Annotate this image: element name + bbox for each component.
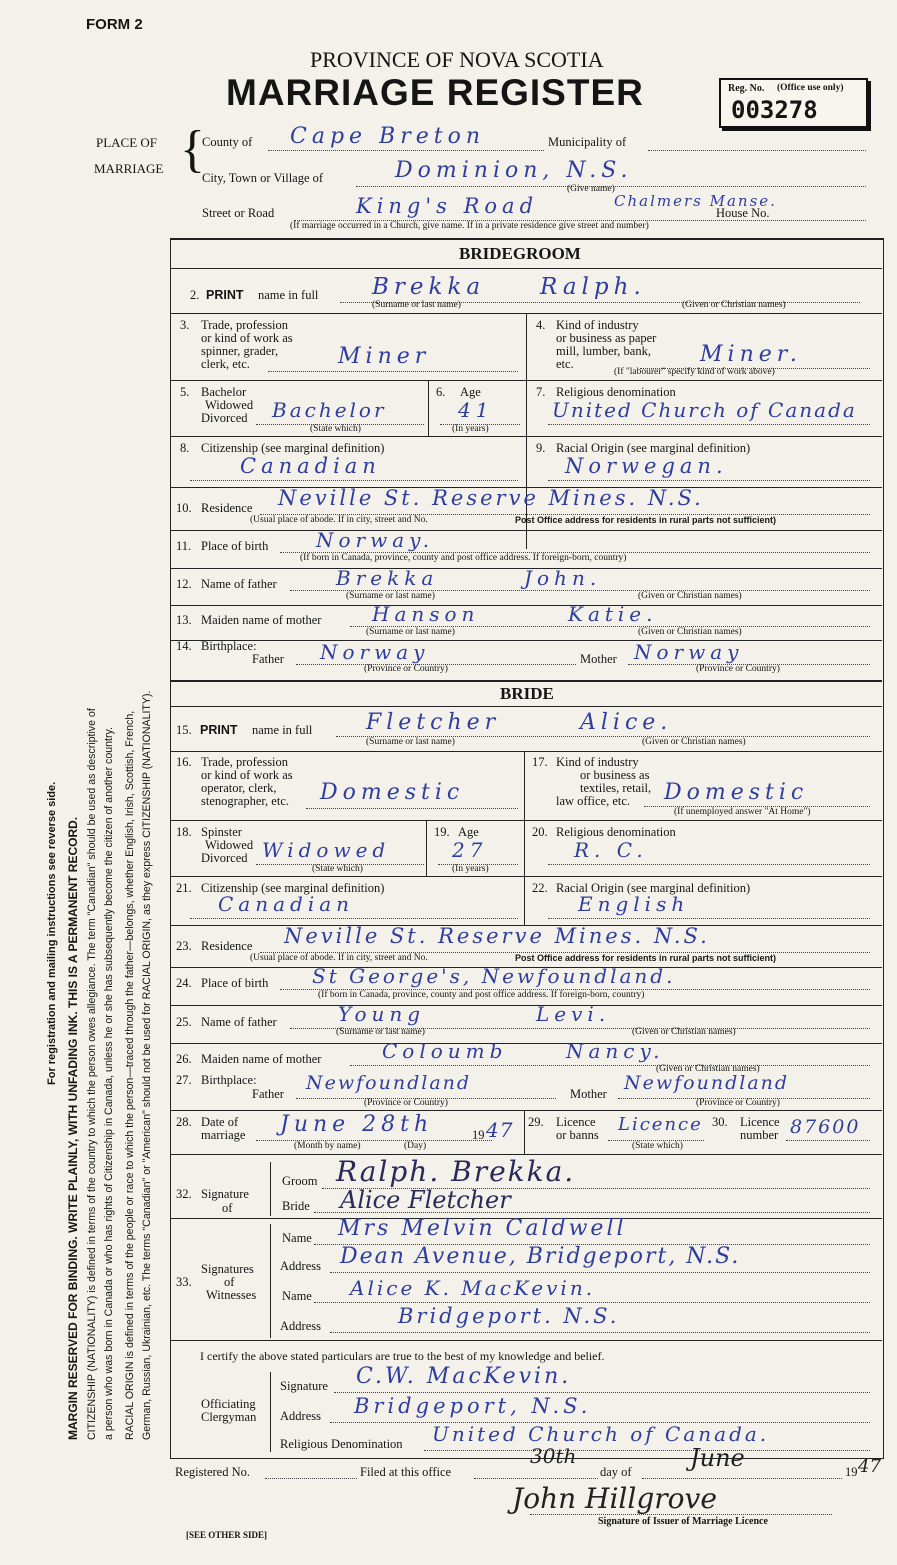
given-caption: (Given or Christian names) <box>632 1027 736 1037</box>
label: or banns <box>556 1128 599 1142</box>
given-caption: (Given or Christian names) <box>642 737 746 747</box>
brace <box>270 1372 271 1452</box>
label: Religious denomination <box>556 825 676 839</box>
residence-caption-bold: Post Office address for residents in rural parts not sufficient) <box>515 515 777 525</box>
reg-no-office: (Office use only) <box>777 83 844 93</box>
residence-caption: (Usual place of abode. If in city, street and No. <box>250 515 428 525</box>
age-caption: (In years) <box>452 424 489 434</box>
groom-birth: Norway. <box>316 528 435 552</box>
bride-status: Widowed <box>262 838 391 862</box>
rule <box>171 436 882 437</box>
city-value: Dominion, N.S. <box>395 158 633 183</box>
line <box>642 1478 842 1479</box>
label: Mother <box>570 1087 607 1101</box>
label: Racial Origin (see marginal definition) <box>556 441 751 455</box>
groom-mother-surname: Hanson <box>372 602 480 626</box>
rule <box>171 640 882 641</box>
house-label: House No. <box>716 206 770 220</box>
groom-trade: Miner <box>338 344 431 369</box>
rule <box>171 380 882 381</box>
line <box>350 1065 870 1066</box>
label: Age <box>458 825 479 839</box>
label: Father <box>252 652 284 666</box>
street-value: King's Road <box>356 194 539 218</box>
witness-2-name-label: Name <box>282 1289 312 1303</box>
rule <box>171 876 882 877</box>
brace <box>270 1224 271 1338</box>
rule <box>524 1110 525 1154</box>
province-caption: (Province or Country) <box>696 1098 780 1108</box>
item-12-number: 12. <box>176 577 192 591</box>
item-14-number: 14. <box>176 639 192 653</box>
clergy-address: Bridgeport, N.S. <box>354 1394 592 1418</box>
label: or business as paper <box>556 331 657 345</box>
status-caption: (State which) <box>312 864 363 874</box>
line <box>265 1478 357 1479</box>
given-caption: (Given or Christian names) <box>682 300 786 310</box>
bride-birthplace-mother: Newfoundland <box>624 1072 790 1094</box>
line <box>548 480 870 481</box>
label: Citizenship (see marginal definition) <box>201 441 385 455</box>
surname-caption: (Surname or last name) <box>366 737 455 747</box>
brace: { <box>180 121 205 178</box>
item-28-number: 28. <box>176 1115 192 1129</box>
bride-mother-surname: Coloumb <box>382 1039 508 1063</box>
item-17-number: 17. <box>532 755 548 769</box>
age-caption: (In years) <box>452 864 489 874</box>
line <box>474 1478 598 1479</box>
item-32-number: 32. <box>176 1187 192 1201</box>
bride-religion: R. C. <box>574 838 648 862</box>
certify-statement: I certify the above stated particulars are true to the best of my knowledge and belief. <box>200 1349 605 1363</box>
reg-no-label: Reg. No. <box>728 83 765 94</box>
label: Religious denomination <box>556 385 676 399</box>
marriage-year: 47 <box>486 1118 514 1142</box>
label: mill, lumber, bank, <box>556 344 651 358</box>
label: Trade, profession <box>201 755 289 769</box>
rule <box>171 1043 882 1044</box>
item-11-number: 11. <box>176 539 192 553</box>
rule <box>171 605 882 606</box>
bride-heading: BRIDE <box>500 684 554 703</box>
rule <box>171 530 882 531</box>
line <box>256 1140 492 1141</box>
surname-caption: (Surname or last name) <box>366 627 455 637</box>
label: textiles, retail, <box>580 781 652 795</box>
groom-status: Bachelor <box>272 398 387 422</box>
filed-year-prefix: 19 <box>845 1465 858 1479</box>
witness-2-address-label: Address <box>280 1319 321 1333</box>
surname-caption: (Surname or last name) <box>336 1027 425 1037</box>
label: Name of father <box>201 577 277 591</box>
item-2-number: 2. <box>190 288 200 302</box>
bride-age: 27 <box>452 838 488 862</box>
given-caption: (Given or Christian names) <box>638 627 742 637</box>
municipality-label: Municipality of <box>548 135 627 149</box>
label: Place of birth <box>201 539 269 553</box>
bride-father-surname: Young <box>338 1002 426 1026</box>
clergy-label-2: Clergyman <box>201 1410 257 1424</box>
item-15-print: PRINT <box>200 723 238 737</box>
label: or kind of work as <box>201 768 293 782</box>
label: Kind of industry <box>556 755 639 769</box>
item-19-number: 19. <box>434 825 450 839</box>
label: Residence <box>201 501 253 515</box>
label: or business as <box>580 768 650 782</box>
witness-2-address: Bridgeport. N.S. <box>398 1304 620 1328</box>
item-6-number: 6. <box>436 385 446 399</box>
item-26-number: 26. <box>176 1052 192 1066</box>
bride-father-given: Levi. <box>536 1002 611 1026</box>
status-caption: (State which) <box>310 424 361 434</box>
groom-mother-given: Katie. <box>568 602 658 626</box>
groom-religion: United Church of Canada <box>552 398 857 422</box>
given-caption: (Given or Christian names) <box>638 591 742 601</box>
groom-residence: Neville St. Reserve Mines. N.S. <box>278 486 704 510</box>
bride-signature: Alice Fletcher <box>340 1186 511 1214</box>
rule <box>171 751 882 752</box>
birth-caption: (If born in Canada, province, county and post office address. If foreign-born, country) <box>300 553 627 563</box>
birth-caption: (If born in Canada, province, county and post office address. If foreign-born, country) <box>318 990 645 1000</box>
bride-mother-given: Nancy. <box>566 1039 665 1063</box>
county-value: Cape Breton <box>290 124 486 149</box>
label: of <box>224 1275 235 1289</box>
bride-given: Alice. <box>580 710 673 735</box>
item-20-number: 20. <box>532 825 548 839</box>
groom-age: 41 <box>458 398 494 422</box>
label: Bachelor <box>201 385 247 399</box>
item-2-print: PRINT <box>206 288 244 302</box>
item-2-label: name in full <box>258 288 319 302</box>
line <box>530 1514 832 1515</box>
item-15-number: 15. <box>176 723 192 737</box>
label: Licence <box>740 1115 780 1129</box>
line <box>334 1392 870 1393</box>
bride-trade: Domestic <box>320 780 465 805</box>
item-9-number: 9. <box>536 441 546 455</box>
label: Divorced <box>201 851 248 865</box>
place-heading-2: MARRIAGE <box>94 161 164 176</box>
rule <box>171 1005 882 1006</box>
item-7-number: 7. <box>536 385 546 399</box>
item-25-number: 25. <box>176 1015 192 1029</box>
groom-birthplace-mother: Norway <box>634 640 744 664</box>
bride-surname: Fletcher <box>366 710 501 735</box>
line <box>330 1332 870 1333</box>
rule <box>171 268 882 269</box>
filed-day: 30th <box>530 1444 577 1468</box>
clergy-signature-label: Signature <box>280 1379 328 1393</box>
label: of <box>222 1201 233 1215</box>
rule <box>171 1340 882 1341</box>
label: etc. <box>556 357 574 371</box>
bride-residence: Neville St. Reserve Mines. N.S. <box>284 924 710 948</box>
residence-caption-bold: Post Office address for residents in rural parts not sufficient) <box>515 953 777 963</box>
item-5-number: 5. <box>180 385 190 399</box>
racial-definition-1: RACIAL ORIGIN is defined in terms of the people or race to which the person—traced through the father—belongs, whether English, Irish, Scottish, French, <box>124 710 136 1440</box>
item-27-number: 27. <box>176 1073 192 1087</box>
state-which-caption: (State which) <box>632 1141 683 1151</box>
label: or kind of work as <box>201 331 293 345</box>
see-other-side: [SEE OTHER SIDE] <box>186 1530 268 1540</box>
label: Father <box>252 1087 284 1101</box>
registered-label: Registered No. <box>175 1465 250 1479</box>
item-30-number: 30. <box>712 1115 728 1129</box>
citizenship-definition-1: CITIZENSHIP (NATIONALITY) is defined in terms of the country to which the person owes allegiance. The term "Canadian" should be used as descriptive of <box>86 708 98 1440</box>
bride-citizenship: Canadian <box>218 892 355 916</box>
label: Trade, profession <box>201 318 289 332</box>
rule <box>171 706 882 707</box>
surname-caption: (Surname or last name) <box>346 591 435 601</box>
rule <box>428 380 429 436</box>
brace <box>270 1162 271 1216</box>
label: Kind of industry <box>556 318 639 332</box>
line <box>314 1302 870 1303</box>
item-24-number: 24. <box>176 976 192 990</box>
citizenship-definition-2: a person who was born in Canada or who has rights of Citizenship in Canada, unless he or she has subsequently become the citizen of another country. <box>103 727 115 1440</box>
label: Citizenship (see marginal definition) <box>201 881 385 895</box>
province-heading: PROVINCE OF NOVA SCOTIA <box>310 47 604 72</box>
label: Widowed <box>205 838 254 852</box>
label: Name of father <box>201 1015 277 1029</box>
clergy-address-label: Address <box>280 1409 321 1423</box>
clergy-signature: C.W. MacKevin. <box>356 1364 572 1389</box>
line <box>190 918 518 919</box>
bride-birth: St George's, Newfoundland. <box>312 964 676 988</box>
groom-surname: Brekka <box>372 274 486 300</box>
witness-1-address-label: Address <box>280 1259 321 1273</box>
label: Signatures <box>201 1262 254 1276</box>
bridegroom-heading: BRIDEGROOM <box>459 244 581 263</box>
groom-label: Groom <box>282 1174 318 1188</box>
item-21-number: 21. <box>176 881 192 895</box>
bride-label: Bride <box>282 1199 310 1213</box>
label: Birthplace: <box>201 1073 257 1087</box>
province-caption: (Province or Country) <box>364 664 448 674</box>
county-line <box>268 150 544 151</box>
filed-month: June <box>690 1444 745 1472</box>
line <box>268 371 518 372</box>
issuer-signature: John Hillgrove <box>512 1482 717 1515</box>
line <box>190 480 518 481</box>
label: Spinster <box>201 825 242 839</box>
item-29-number: 29. <box>528 1115 544 1129</box>
church-value: Chalmers Manse. <box>614 192 777 210</box>
line <box>424 1450 870 1451</box>
filed-label: Filed at this office <box>360 1465 452 1479</box>
item-13-number: 13. <box>176 613 192 627</box>
line <box>548 424 870 425</box>
given-caption: (Given or Christian names) <box>656 1064 760 1074</box>
place-heading-1: PLACE OF <box>96 135 158 150</box>
witness-1-name: Mrs Melvin Caldwell <box>338 1216 627 1241</box>
label: Place of birth <box>201 976 269 990</box>
label: Birthplace: <box>201 639 257 653</box>
label: number <box>740 1128 779 1142</box>
province-caption: (Province or Country) <box>696 664 780 674</box>
label: Mother <box>580 652 617 666</box>
rule <box>171 820 882 821</box>
residence-caption: (Usual place of abode. If in city, street and No. <box>250 953 428 963</box>
label: Widowed <box>205 398 254 412</box>
item-3-number: 3. <box>180 318 190 332</box>
witness-1-name-label: Name <box>282 1231 312 1245</box>
line <box>548 864 870 865</box>
clergy-label-1: Officiating <box>201 1397 256 1411</box>
label: stenographer, etc. <box>201 794 290 808</box>
licence-type: Licence <box>618 1114 703 1135</box>
label: Residence <box>201 939 253 953</box>
marriage-month-day: June 28th <box>280 1112 434 1137</box>
line <box>306 808 518 809</box>
groom-father-given: John. <box>524 566 602 590</box>
groom-industry: Miner. <box>700 342 802 367</box>
label: Witnesses <box>206 1288 257 1302</box>
margin-note: MARGIN RESERVED FOR BINDING. WRITE PLAINLY, WITH UNFADING INK. THIS IS A PERMANENT RECORD. <box>66 816 80 1440</box>
item-10-number: 10. <box>176 501 192 515</box>
item-16-number: 16. <box>176 755 192 769</box>
label: Age <box>460 385 481 399</box>
line <box>548 918 870 919</box>
province-caption: (Province or Country) <box>364 1098 448 1108</box>
label: spinner, grader, <box>201 344 279 358</box>
document-title: MARRIAGE REGISTER <box>226 72 644 113</box>
reg-no-box <box>719 78 868 128</box>
label: Maiden name of mother <box>201 1052 322 1066</box>
label: Signature <box>201 1187 249 1201</box>
give-name-caption: (Give name) <box>567 184 615 194</box>
groom-father-surname: Brekka <box>336 566 439 590</box>
label: Maiden name of mother <box>201 613 322 627</box>
groom-racial: Norwegan. <box>565 454 728 478</box>
year-prefix: 19 <box>472 1128 485 1142</box>
item-8-number: 8. <box>180 441 190 455</box>
municipality-line <box>648 150 866 151</box>
label: operator, clerk, <box>201 781 277 795</box>
item-4-number: 4. <box>536 318 546 332</box>
bride-birthplace-father: Newfoundland <box>306 1072 472 1094</box>
rule <box>524 751 525 925</box>
line <box>786 1140 870 1141</box>
groom-given: Ralph. <box>540 274 646 300</box>
label: Licence <box>556 1115 596 1129</box>
place-note: (If marriage occurred in a Church, give name. If in a private residence give street and number) <box>290 221 649 231</box>
instructions-note: For registration and mailing instructions see reverse side. <box>46 781 58 1085</box>
clergy-denomination-label: Religious Denomination <box>280 1437 403 1451</box>
industry-caption: (If "labourer" specify kind of work above) <box>614 367 775 377</box>
groom-birthplace-father: Norway <box>320 640 430 664</box>
bride-racial: English <box>578 892 690 916</box>
groom-citizenship: Canadian <box>240 454 381 478</box>
clergy-denomination: United Church of Canada. <box>432 1422 770 1446</box>
month-caption: (Month by name) <box>294 1141 361 1151</box>
racial-definition-2: German, Russian, Ukrainian, etc. The terms "Canadian" or "American" should not be used for RACIAL ORIGIN, as they express CITIZENSHIP (NATIONALITY). <box>141 690 153 1440</box>
industry-caption: (If unemployed answer "At Home") <box>674 807 811 817</box>
witness-1-address: Dean Avenue, Bridgeport, N.S. <box>340 1244 741 1269</box>
issuer-caption: Signature of Issuer of Marriage Licence <box>598 1516 768 1527</box>
label: clerk, etc. <box>201 357 250 371</box>
label: Date of <box>201 1115 239 1129</box>
bride-industry: Domestic <box>664 780 809 805</box>
day-of-label: day of <box>600 1465 632 1479</box>
rule <box>171 680 882 682</box>
surname-caption: (Surname or last name) <box>372 300 461 310</box>
form-number: FORM 2 <box>86 16 143 33</box>
street-label: Street or Road <box>202 206 275 220</box>
filed-year: 47 <box>858 1456 881 1477</box>
rule <box>426 820 427 876</box>
label: law office, etc. <box>556 794 631 808</box>
rule <box>171 1110 882 1111</box>
label: Divorced <box>201 411 248 425</box>
day-caption: (Day) <box>404 1141 427 1151</box>
licence-number: 87600 <box>790 1116 861 1138</box>
label: Racial Origin (see marginal definition) <box>556 881 751 895</box>
item-15-label: name in full <box>252 723 313 737</box>
reg-no-value: 003278 <box>731 96 818 124</box>
line <box>330 1272 870 1273</box>
county-label: County of <box>202 135 253 149</box>
item-23-number: 23. <box>176 939 192 953</box>
witness-2-name: Alice K. MacKevin. <box>350 1276 596 1300</box>
groom-signature: Ralph. Brekka. <box>336 1155 576 1188</box>
label: marriage <box>201 1128 246 1142</box>
city-label: City, Town or Village of <box>202 171 324 185</box>
item-18-number: 18. <box>176 825 192 839</box>
item-33-number: 33. <box>176 1275 192 1289</box>
item-22-number: 22. <box>532 881 548 895</box>
